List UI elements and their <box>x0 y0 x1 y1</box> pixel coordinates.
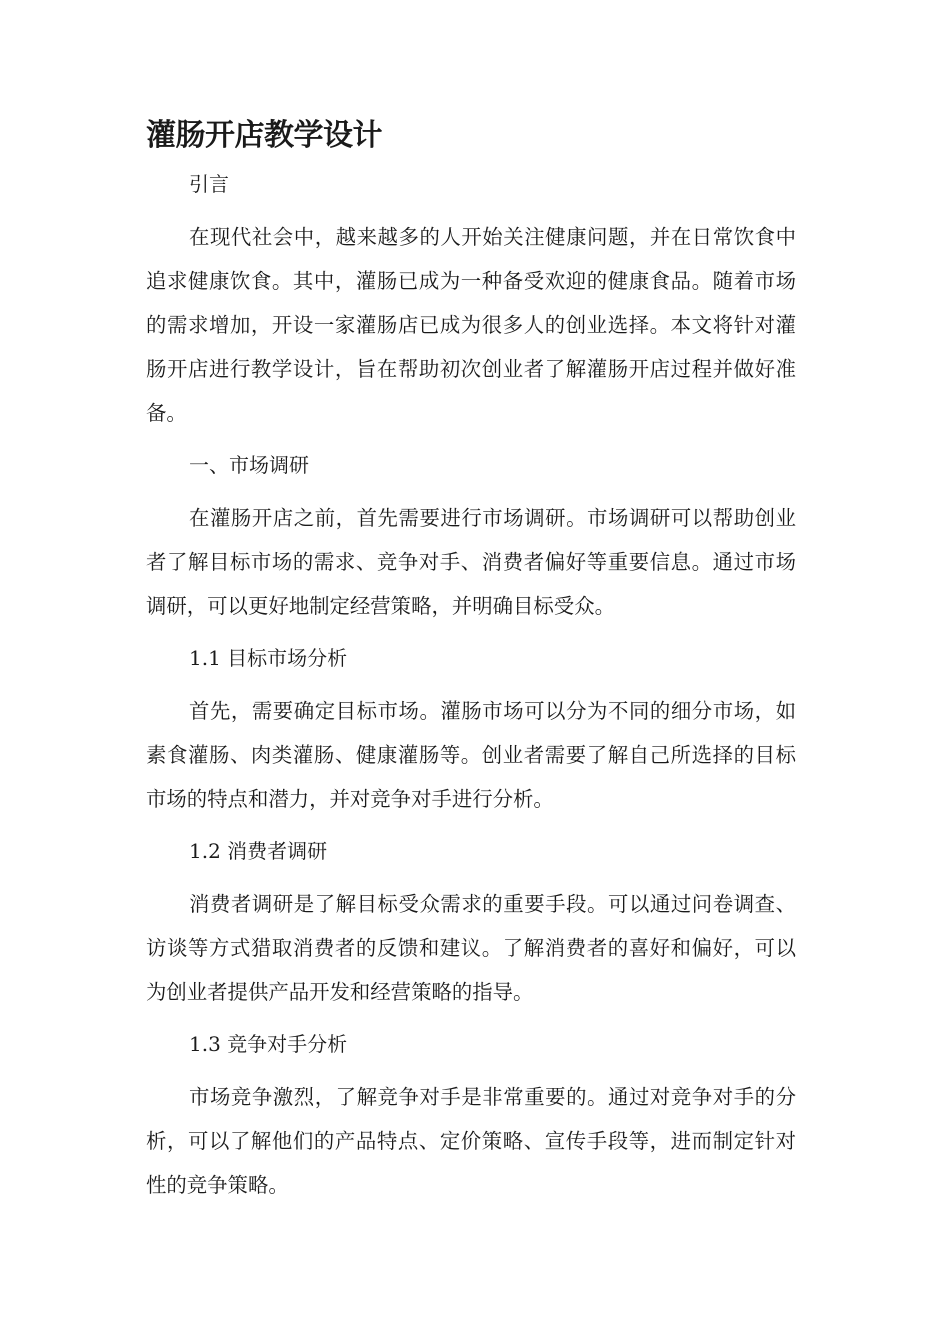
section-paragraph: 在灌肠开店之前，首先需要进行市场调研。市场调研可以帮助创业者了解目标市场的需求、竞争对手、消费者偏好等重要信息。通过市场调研，可以更好地制定经营策略，并明确目标受众。 <box>146 506 796 618</box>
section-competitor-analysis <box>146 1023 796 1207</box>
section-consumer-research <box>146 830 796 1023</box>
section-paragraph: 消费者调研是了解目标受众需求的重要手段。可以通过问卷调查、访谈等方式猎取消费者的反馈和建议。了解消费者的喜好和偏好，可以为创业者提供产品开发和经营策略的指导。 <box>146 892 796 1004</box>
section-heading: 1.1 目标市场分析 <box>189 646 348 670</box>
section-heading: 1.2 消费者调研 <box>189 839 328 863</box>
section-heading: 引言 <box>189 172 229 196</box>
section-paragraph: 在现代社会中，越来越多的人开始关注健康问题，并在日常饮食中追求健康饮食。其中，灌肠已成为一种备受欢迎的健康食品。随着市场的需求增加，开设一家灌肠店已成为很多人的创业选择。本文将针对灌肠开店进行教学设计，旨在帮助初次创业者了解灌肠开店过程并做好准备。 <box>146 225 796 425</box>
document-body <box>146 163 796 1207</box>
section-target-market <box>146 637 796 830</box>
section-intro <box>146 163 796 444</box>
section-paragraph: 首先，需要确定目标市场。灌肠市场可以分为不同的细分市场，如素食灌肠、肉类灌肠、健康灌肠等。创业者需要了解自己所选择的目标市场的特点和潜力，并对竞争对手进行分析。 <box>146 699 796 811</box>
section-market-research <box>146 444 796 637</box>
section-heading: 1.3 竞争对手分析 <box>189 1032 348 1056</box>
section-paragraph: 市场竞争激烈，了解竞争对手是非常重要的。通过对竞争对手的分析，可以了解他们的产品特点、定价策略、宣传手段等，进而制定针对性的竞争策略。 <box>146 1085 796 1197</box>
section-heading: 一、市场调研 <box>189 453 309 477</box>
document-title: 灌肠开店教学设计 <box>146 118 382 153</box>
